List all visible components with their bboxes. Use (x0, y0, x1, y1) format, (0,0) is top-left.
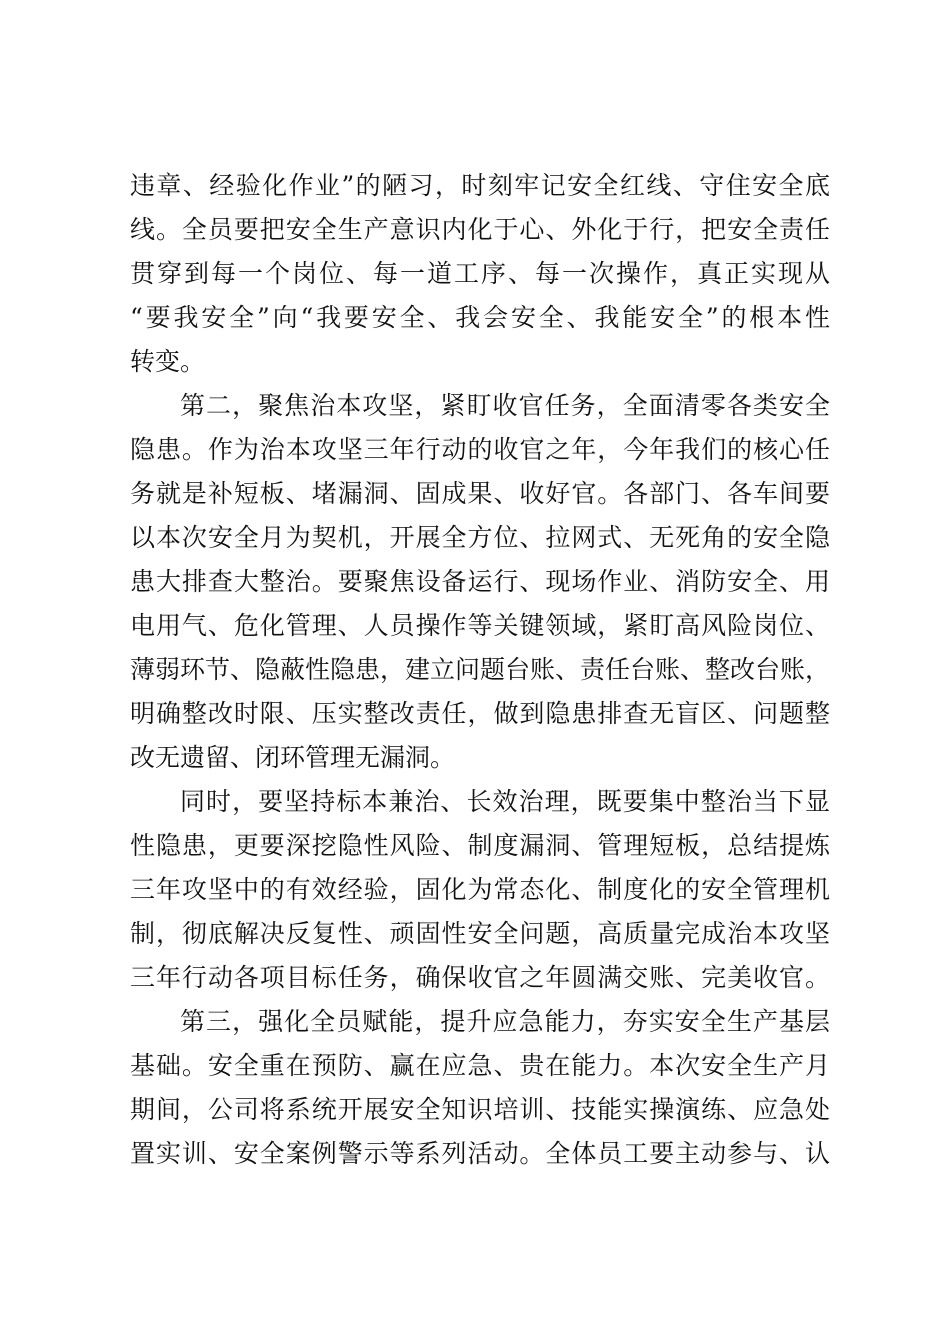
text-line: 三年攻坚中的有效经验，固化为常态化、制度化的安全管理机 (130, 875, 830, 904)
text-line: 薄弱环节、隐蔽性隐患，建立问题台账、责任台账、整改台账， (130, 655, 831, 684)
paragraph-first-line: 同时，要坚持标本兼治、长效治理，既要集中整治当下显 (180, 787, 830, 816)
paragraph-first-line: 第二，聚焦治本攻坚，紧盯收官任务，全面清零各类安全 (180, 391, 830, 420)
text-line: 贯穿到每一个岗位、每一道工序、每一次操作，真正实现从 (130, 259, 830, 288)
text-line: 改无遗留、闭环管理无漏洞。 (130, 743, 456, 772)
text-line: 以本次安全月为契机，开展全方位、拉网式、无死角的安全隐 (130, 523, 830, 552)
text-line: 隐患。作为治本攻坚三年行动的收官之年，今年我们的核心任 (130, 435, 830, 464)
text-line: 性隐患，更要深挖隐性风险、制度漏洞、管理短板，总结提炼 (130, 831, 830, 860)
text-line: 务就是补短板、堵漏洞、固成果、收好官。各部门、各车间要 (130, 479, 830, 508)
text-line: 基础。安全重在预防、赢在应急、贵在能力。本次安全生产月 (130, 1051, 830, 1080)
text-line: 明确整改时限、压实整改责任，做到隐患排查无盲区、问题整 (130, 699, 830, 728)
text-line: 违章、经验化作业”的陋习，时刻牢记安全红线、守住安全底 (130, 171, 830, 200)
text-line: 转变。 (130, 347, 206, 376)
text-line: 线。全员要把安全生产意识内化于心、外化于行，把安全责任 (130, 215, 830, 244)
text-line: “要我安全”向“我要安全、我会安全、我能安全”的根本性 (130, 303, 830, 332)
text-line: 置实训、安全案例警示等系列活动。全体员工要主动参与、认 (130, 1139, 830, 1168)
paragraph-first-line: 第三，强化全员赋能，提升应急能力，夯实安全生产基层 (180, 1007, 830, 1036)
text-line: 制，彻底解决反复性、顽固性安全问题，高质量完成治本攻坚 (130, 919, 830, 948)
text-line: 三年行动各项目标任务，确保收官之年圆满交账、完美收官。 (130, 963, 830, 992)
text-line: 电用气、危化管理、人员操作等关键领域，紧盯高风险岗位、 (130, 611, 830, 640)
text-line: 期间，公司将系统开展安全知识培训、技能实操演练、应急处 (130, 1095, 830, 1124)
text-line: 患大排查大整治。要聚焦设备运行、现场作业、消防安全、用 (130, 567, 830, 596)
